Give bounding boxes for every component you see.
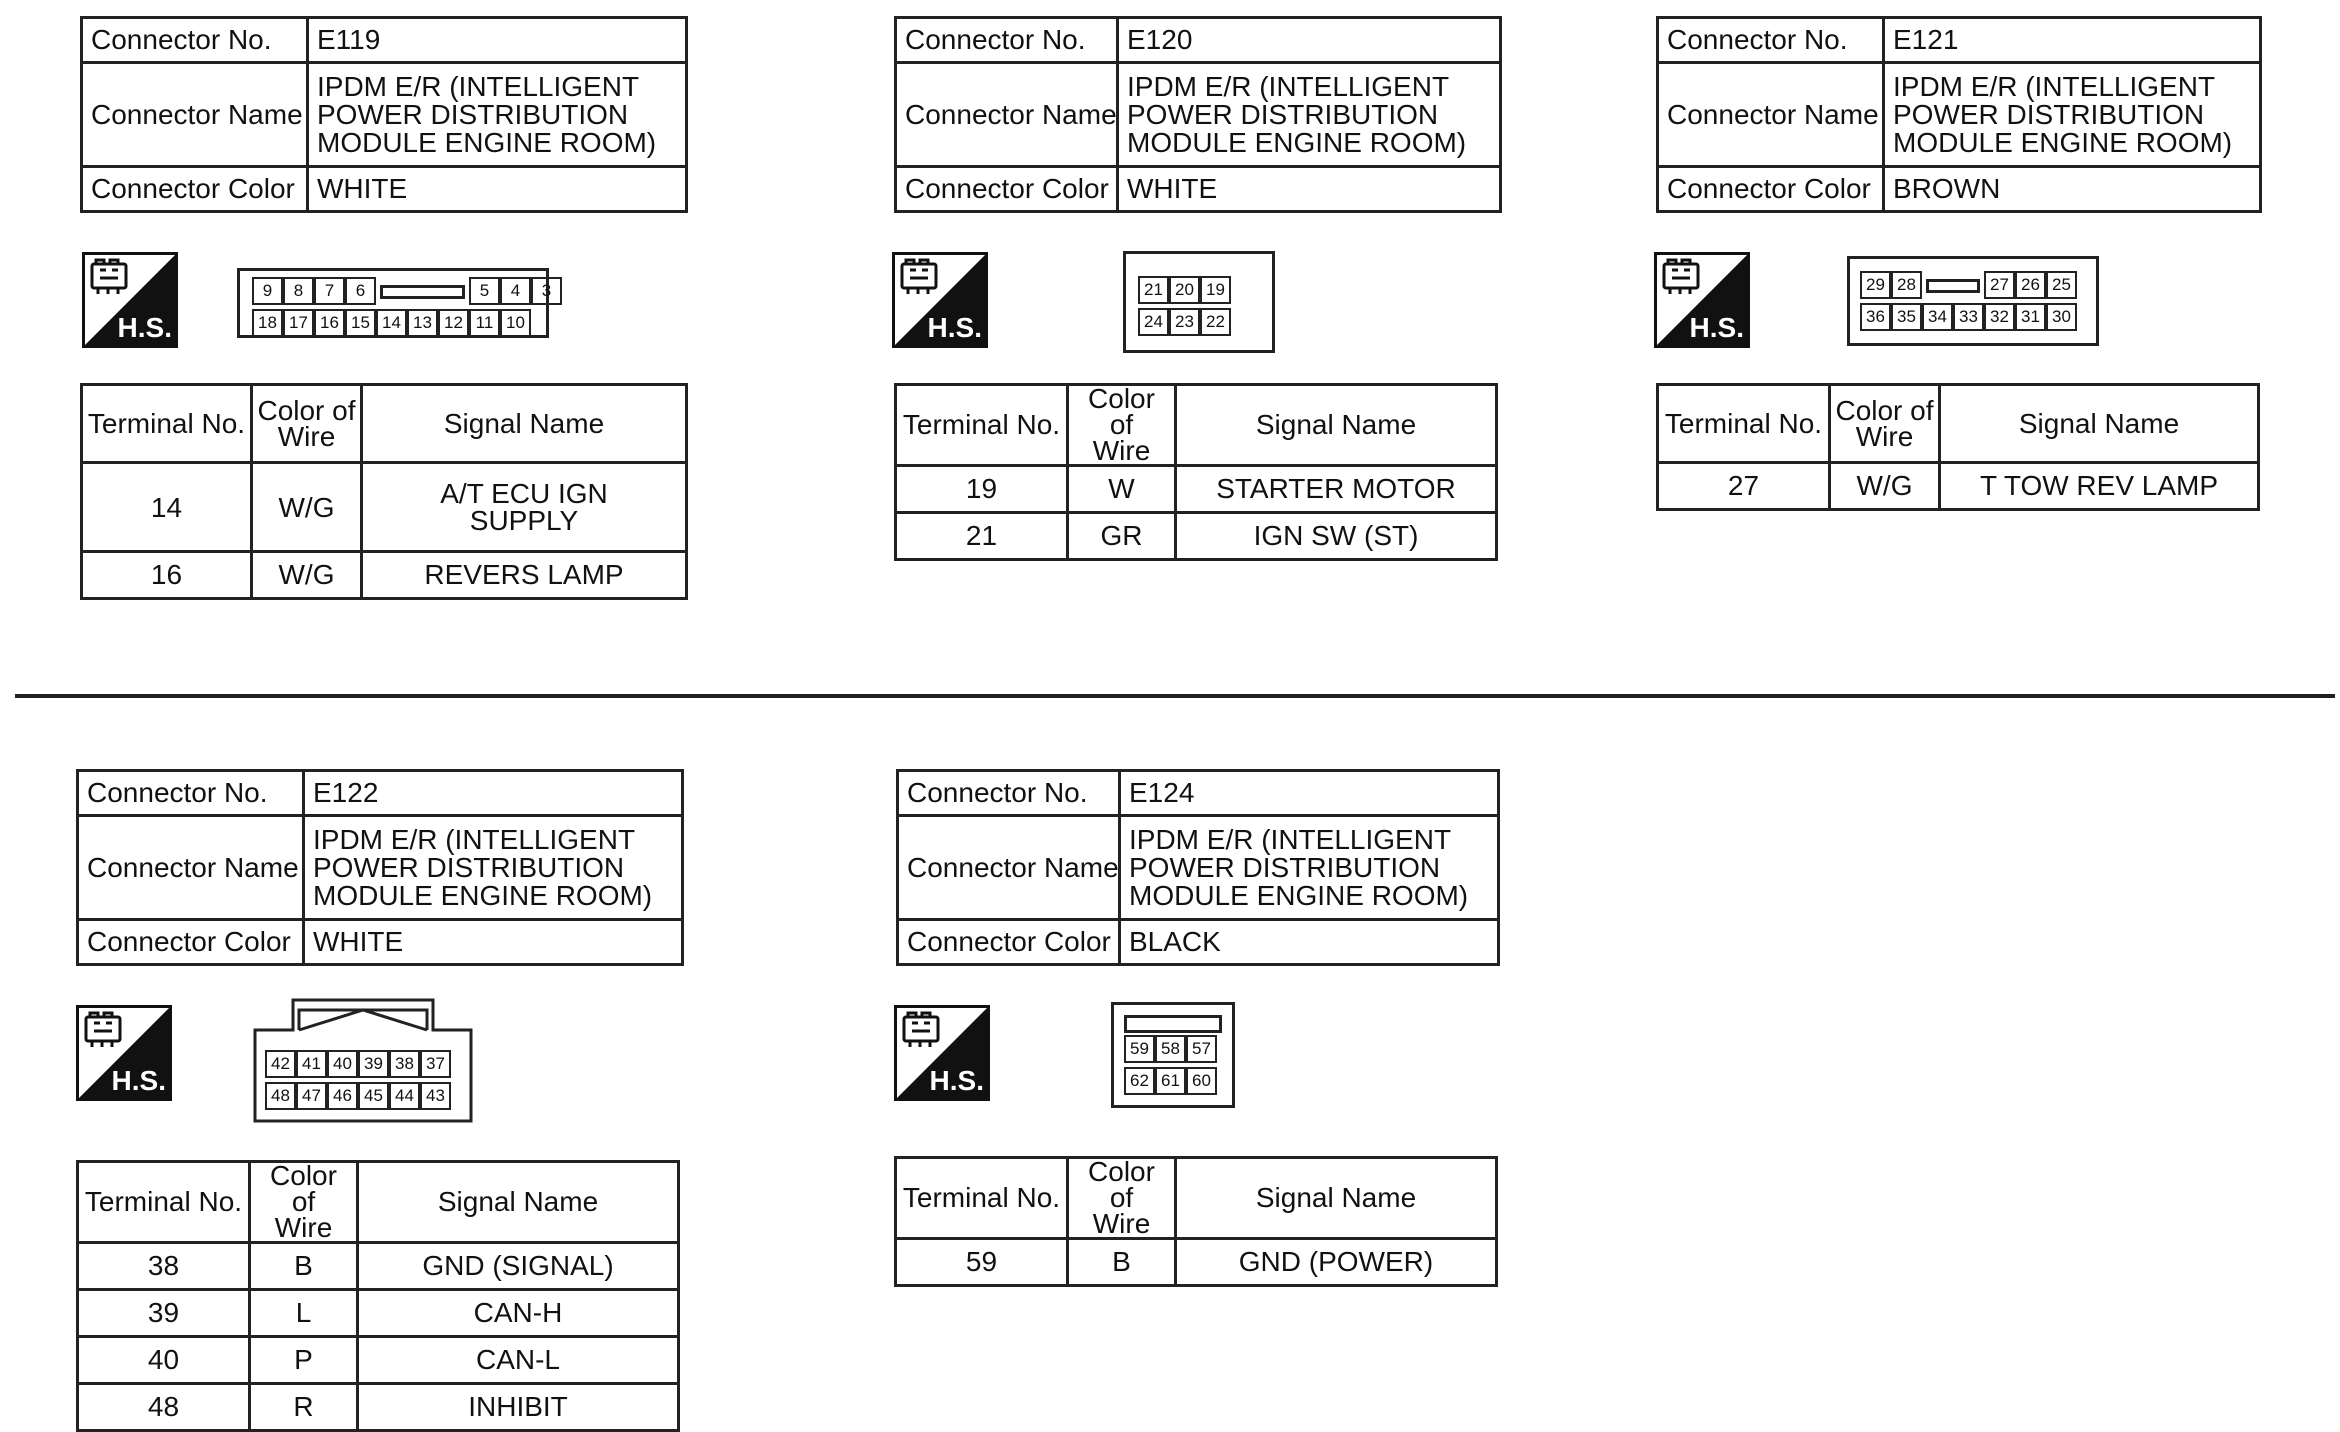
connector-pin: 31 [2015, 303, 2046, 331]
connector-no-label: Connector No. [82, 18, 308, 63]
connector-pin: 19 [1200, 276, 1231, 304]
terminal-no-header: Terminal No. [896, 385, 1068, 466]
terminal-no-cell: 27 [1658, 463, 1830, 510]
connector-pin: 61 [1155, 1067, 1186, 1095]
connector-color-label: Connector Color [82, 167, 308, 212]
connector-pin: 60 [1186, 1067, 1217, 1095]
wire-color-header: Color of Wire [1830, 385, 1940, 463]
connector-pin: 46 [327, 1082, 358, 1110]
connector-pin: 59 [1124, 1035, 1155, 1063]
terminal-no-cell: 39 [78, 1290, 250, 1337]
connector-pin: 37 [420, 1050, 451, 1078]
connector-name-label: Connector Name [896, 63, 1118, 167]
connector-pin: 15 [345, 309, 376, 337]
wire-color-cell: W/G [252, 552, 362, 599]
table-row [896, 1239, 1497, 1286]
connector-info-table [1656, 16, 2262, 213]
wire-color-cell: B [250, 1243, 358, 1290]
table-row [78, 1290, 679, 1337]
connector-name-label: Connector Name [898, 816, 1120, 920]
connector-color-label: Connector Color [78, 920, 304, 965]
connector-info-table [894, 16, 1502, 213]
signal-name-cell: T TOW REV LAMP [1940, 463, 2259, 510]
connector-pin: 3 [531, 277, 562, 305]
harness-side-badge [82, 252, 178, 348]
signal-name-cell: STARTER MOTOR [1176, 466, 1497, 513]
table-row [896, 513, 1497, 560]
hs-badge-label: H.S. [927, 312, 982, 343]
signal-name-header: Signal Name [358, 1162, 679, 1243]
connector-pin: 40 [327, 1050, 358, 1078]
connector-face-e124 [1111, 1002, 1235, 1108]
connector-no-value: E121 [1884, 18, 2261, 63]
harness-side-badge [1654, 252, 1750, 348]
wire-color-cell: W/G [1830, 463, 1940, 510]
table-row [82, 552, 687, 599]
connector-pin: 39 [358, 1050, 389, 1078]
connector-pin: 22 [1200, 308, 1231, 336]
wire-color-header: Color of Wire [1068, 1158, 1176, 1239]
connector-face-e122 [253, 998, 473, 1123]
connector-pin: 16 [314, 309, 345, 337]
harness-side-badge [894, 1005, 990, 1101]
signal-name-header: Signal Name [1176, 385, 1497, 466]
signal-name-cell: IGN SW (ST) [1176, 513, 1497, 560]
connector-pin: 30 [2046, 303, 2077, 331]
connector-pin: 23 [1169, 308, 1200, 336]
connector-color-value: WHITE [308, 167, 687, 212]
connector-pin: 32 [1984, 303, 2015, 331]
table-row [78, 1337, 679, 1384]
wire-color-header: Color of Wire [1068, 385, 1176, 466]
connector-block-e124 [896, 769, 1500, 966]
connector-pin: 62 [1124, 1067, 1155, 1095]
connector-pin: 48 [265, 1082, 296, 1110]
connector-pin: 28 [1891, 271, 1922, 299]
signal-name-header: Signal Name [1176, 1158, 1497, 1239]
connector-pin: 6 [345, 277, 376, 305]
signal-name-cell: INHIBIT [358, 1384, 679, 1431]
connector-pin: 9 [252, 277, 283, 305]
table-row [78, 1243, 679, 1290]
connector-pin: 38 [389, 1050, 420, 1078]
connector-no-value: E124 [1120, 771, 1499, 816]
connector-no-value: E119 [308, 18, 687, 63]
connector-face-e119 [237, 268, 552, 338]
connector-name-label: Connector Name [82, 63, 308, 167]
harness-side-badge [892, 252, 988, 348]
signal-name-header: Signal Name [362, 385, 687, 463]
connector-face-e120 [1123, 251, 1275, 353]
connector-block-e119 [80, 16, 688, 213]
connector-pin: 33 [1953, 303, 1984, 331]
connector-block-e121 [1656, 16, 2262, 213]
connector-pin: 57 [1186, 1035, 1217, 1063]
connector-no-label: Connector No. [898, 771, 1120, 816]
wire-color-cell: W [1068, 466, 1176, 513]
connector-info-table [896, 769, 1500, 966]
connector-block-e120 [894, 16, 1502, 213]
connector-pin: 36 [1860, 303, 1891, 331]
connector-pin: 26 [2015, 271, 2046, 299]
wire-color-cell: P [250, 1337, 358, 1384]
connector-no-label: Connector No. [1658, 18, 1884, 63]
connector-pin: 58 [1155, 1035, 1186, 1063]
table-row [82, 463, 687, 552]
terminal-no-cell: 38 [78, 1243, 250, 1290]
connector-pin: 25 [2046, 271, 2077, 299]
connector-pin: 21 [1138, 276, 1169, 304]
terminal-no-cell: 16 [82, 552, 252, 599]
connector-color-value: WHITE [1118, 167, 1501, 212]
connector-pin: 7 [314, 277, 345, 305]
connector-pin: 14 [376, 309, 407, 337]
connector-name-value: IPDM E/R (INTELLIGENT POWER DISTRIBUTION MODULE ENGINE ROOM) [1884, 63, 2261, 167]
connector-name-value: IPDM E/R (INTELLIGENT POWER DISTRIBUTION MODULE ENGINE ROOM) [1118, 63, 1501, 167]
connector-pin: 17 [283, 309, 314, 337]
wire-color-header: Color of Wire [252, 385, 362, 463]
connector-pin: 20 [1169, 276, 1200, 304]
terminal-no-header: Terminal No. [78, 1162, 250, 1243]
connector-pin: 24 [1138, 308, 1169, 336]
terminal-no-cell: 59 [896, 1239, 1068, 1286]
hs-badge-label: H.S. [929, 1065, 984, 1096]
connector-color-label: Connector Color [898, 920, 1120, 965]
connector-name-label: Connector Name [1658, 63, 1884, 167]
connector-pin: 10 [500, 309, 531, 337]
connector-name-value: IPDM E/R (INTELLIGENT POWER DISTRIBUTION MODULE ENGINE ROOM) [304, 816, 683, 920]
connector-color-value: BROWN [1884, 167, 2261, 212]
connector-face-e121 [1847, 256, 2099, 346]
connector-latch [1124, 1015, 1222, 1033]
signal-name-cell: CAN-L [358, 1337, 679, 1384]
connector-color-label: Connector Color [896, 167, 1118, 212]
terminal-table-e121 [1656, 383, 2260, 511]
connector-info-table [76, 769, 684, 966]
connector-key-slot [1926, 279, 1980, 293]
terminal-no-cell: 48 [78, 1384, 250, 1431]
connector-pin: 35 [1891, 303, 1922, 331]
terminal-no-cell: 21 [896, 513, 1068, 560]
wire-color-header: Color of Wire [250, 1162, 358, 1243]
signal-name-cell: GND (SIGNAL) [358, 1243, 679, 1290]
wire-color-cell: GR [1068, 513, 1176, 560]
connector-pin: 18 [252, 309, 283, 337]
connector-no-value: E120 [1118, 18, 1501, 63]
connector-pin: 4 [500, 277, 531, 305]
wire-color-cell: W/G [252, 463, 362, 552]
wire-color-cell: L [250, 1290, 358, 1337]
connector-block-e122 [76, 769, 684, 966]
table-row [78, 1384, 679, 1431]
connector-pin: 27 [1984, 271, 2015, 299]
harness-side-badge [76, 1005, 172, 1101]
connector-pin: 34 [1922, 303, 1953, 331]
connector-pin: 13 [407, 309, 438, 337]
hs-badge-label: H.S. [117, 312, 172, 343]
terminal-no-cell: 40 [78, 1337, 250, 1384]
signal-name-cell: GND (POWER) [1176, 1239, 1497, 1286]
signal-name-cell: REVERS LAMP [362, 552, 687, 599]
connector-color-value: BLACK [1120, 920, 1499, 965]
connector-pin: 12 [438, 309, 469, 337]
connector-no-value: E122 [304, 771, 683, 816]
connector-pin: 44 [389, 1082, 420, 1110]
terminal-no-header: Terminal No. [896, 1158, 1068, 1239]
connector-color-value: WHITE [304, 920, 683, 965]
connector-pin: 43 [420, 1082, 451, 1110]
connector-name-label: Connector Name [78, 816, 304, 920]
connector-name-value: IPDM E/R (INTELLIGENT POWER DISTRIBUTION MODULE ENGINE ROOM) [1120, 816, 1499, 920]
terminal-no-cell: 19 [896, 466, 1068, 513]
wire-color-cell: B [1068, 1239, 1176, 1286]
terminal-table-e122 [76, 1160, 680, 1432]
terminal-no-cell: 14 [82, 463, 252, 552]
hs-badge-label: H.S. [111, 1065, 166, 1096]
section-divider [15, 694, 2335, 698]
connector-no-label: Connector No. [78, 771, 304, 816]
hs-badge-label: H.S. [1689, 312, 1744, 343]
connector-no-label: Connector No. [896, 18, 1118, 63]
connector-info-table [80, 16, 688, 213]
connector-pin: 47 [296, 1082, 327, 1110]
wire-color-cell: R [250, 1384, 358, 1431]
signal-name-cell: CAN-H [358, 1290, 679, 1337]
table-row [896, 466, 1497, 513]
connector-pin: 41 [296, 1050, 327, 1078]
terminal-table-e119 [80, 383, 688, 600]
terminal-no-header: Terminal No. [1658, 385, 1830, 463]
connector-name-value: IPDM E/R (INTELLIGENT POWER DISTRIBUTION MODULE ENGINE ROOM) [308, 63, 687, 167]
terminal-no-header: Terminal No. [82, 385, 252, 463]
terminal-table-e124 [894, 1156, 1498, 1287]
signal-name-cell: A/T ECU IGN SUPPLY [362, 463, 687, 552]
connector-key-slot [380, 285, 465, 299]
signal-name-header: Signal Name [1940, 385, 2259, 463]
connector-pin: 42 [265, 1050, 296, 1078]
table-row [1658, 463, 2259, 510]
connector-pin: 45 [358, 1082, 389, 1110]
connector-color-label: Connector Color [1658, 167, 1884, 212]
terminal-table-e120 [894, 383, 1498, 561]
connector-pin: 8 [283, 277, 314, 305]
connector-pin: 5 [469, 277, 500, 305]
connector-pin: 11 [469, 309, 500, 337]
connector-pin: 29 [1860, 271, 1891, 299]
